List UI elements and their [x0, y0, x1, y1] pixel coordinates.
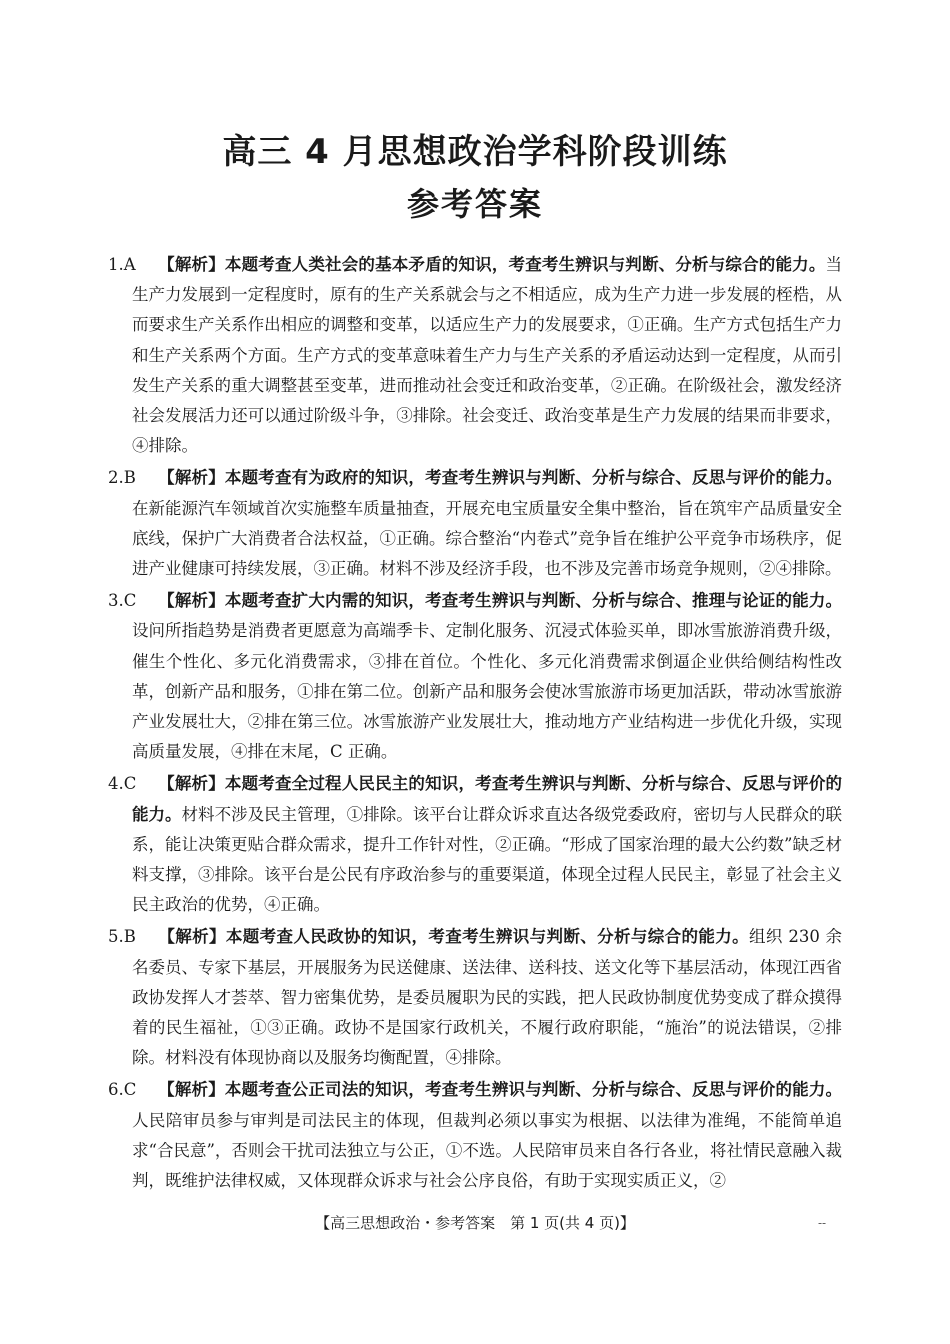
analysis-tag: 【解析】 [158, 591, 225, 611]
item-lead: 本题考查全过程人民民主的知识，考查考生辨识与判断、分析与综合、反思与评价的能力。 [132, 774, 843, 824]
answer-item-5 [108, 922, 842, 1073]
item-number-answer [108, 586, 148, 616]
answer-item-1 [108, 250, 842, 461]
corner-mark: -- [818, 1216, 827, 1230]
page-footer: 【高三思想政治・参考答案 第 1 页(共 4 页)】 [315, 1214, 635, 1232]
item-number-answer [108, 769, 148, 799]
item-body: 设问所指趋势是消费者更愿意为高端季卡、定制化服务、沉浸式体验买单，即冰雪旅游消费升级，催生个性化、多元化消费需求，③排在首位。个性化、多元化消费需求倒逼企业供给侧结构性改革，创新产品和服务，①排在第二位。创新产品和服务会使冰雪旅游市场更加活跃，带动冰雪旅游产业发展壮大，②排在第三位。冰雪旅游产业发展壮大，推动地方产业结构进一步优化升级，实现高质量发展，④排在末尾，C 正确。 [132, 621, 842, 762]
answer-item-6 [108, 1075, 842, 1196]
analysis-tag: 【解析】 [158, 774, 225, 794]
document-title: 高三 4 月思想政治学科阶段训练 [222, 132, 728, 172]
analysis-tag: 【解析】 [158, 468, 225, 488]
item-number: 1. [108, 255, 124, 274]
item-body: 人民陪审员参与审判是司法民主的体现，但裁判必须以事实为根据、以法律为准绳，不能简单追求“合民意”，否则会干扰司法独立与公正，①不选。人民陪审员来自各行各业，将社情民意融入裁判，既维护法律权威，又体现群众诉求与社会公序良俗，有助于实现实质正义，② [132, 1110, 842, 1191]
item-lead: 本题考查有为政府的知识，考查考生辨识与判断、分析与综合、反思与评价的能力。 [224, 468, 843, 488]
item-answer: B [123, 468, 136, 488]
item-number: 4. [108, 774, 124, 794]
analysis-tag: 【解析】 [158, 1080, 225, 1100]
document-subtitle: 参考答案 [406, 185, 543, 223]
item-answer: B [123, 927, 136, 947]
item-answer: C [123, 774, 137, 794]
item-answer: C [123, 591, 137, 611]
item-lead: 本题考查人民政协的知识，考查考生辨识与判断、分析与综合的能力。 [225, 927, 750, 947]
item-lead: 本题考查公正司法的知识，考查考生辨识与判断、分析与综合、反思与评价的能力。 [224, 1080, 843, 1100]
answer-item-2 [108, 463, 842, 584]
item-number: 5. [108, 927, 124, 947]
title-block [0, 128, 950, 228]
analysis-tag: 【解析】 [158, 255, 225, 274]
item-number: 2. [108, 468, 124, 488]
item-body: 组织 230 余名委员、专家下基层，开展服务为民送健康、送法律、送科技、送文化等下基层活动，体现江西省政协发挥人才荟萃、智力密集优势，是委员履职为民的实践，把人民政协制度优势变成了群众摸得着的民生福祉，①③正确。政协不是国家行政机关，不履行政府职能，“施治”的说法错误，②排除。材料没有体现协商以及服务均衡配置，④排除。 [132, 927, 843, 1068]
item-number-answer [108, 463, 148, 493]
answer-item-3 [108, 586, 842, 767]
item-number: 3. [108, 591, 124, 611]
item-lead: 本题考查人类社会的基本矛盾的知识，考查考生辨识与判断、分析与综合的能力。 [224, 255, 826, 274]
item-number-answer [108, 922, 148, 952]
item-number-answer [108, 250, 148, 280]
item-answer: A [123, 255, 136, 274]
analysis-tag: 【解析】 [158, 927, 226, 947]
answer-item-4 [108, 769, 842, 920]
item-number: 6. [108, 1080, 124, 1100]
item-body: 在新能源汽车领域首次实施整车质量抽查，开展充电宝质量安全集中整治，旨在筑牢产品质量安全底线，保护广大消费者合法权益，①正确。综合整治“内卷式”竞争旨在维护公平竞争市场秩序，促进产业健康可持续发展，③正确。材料不涉及经济手段，也不涉及完善市场竞争规则，②④排除。 [132, 498, 842, 579]
item-body: 当生产力发展到一定程度时，原有的生产关系就会与之不相适应，成为生产力进一步发展的桎梏，从而要求生产关系作出相应的调整和变革，以适应生产力的发展要求，①正确。生产方式包括生产力和生产关系两个方面。生产方式的变革意味着生产力与生产关系的矛盾运动达到一定程度，从而引发生产关系的重大调整甚至变革，进而推动社会变迁和政治变革，②正确。在阶级社会，激发经济社会发展活力还可以通过阶级斗争，③排除。社会变迁、政治变革是生产力发展的结果而非要求，④排除。 [132, 255, 843, 456]
item-number-answer [108, 1075, 148, 1105]
answer-list [108, 250, 842, 1198]
item-answer: C [123, 1080, 137, 1100]
item-lead: 本题考查扩大内需的知识，考查考生辨识与判断、分析与综合、推理与论证的能力。 [224, 591, 843, 611]
item-body: 材料不涉及民主管理，①排除。该平台让群众诉求直达各级党委政府，密切与人民群众的联系，能让决策更贴合群众需求，提升工作针对性，②正确。“形成了国家治理的最大公约数”缺乏材料支撑，③排除。该平台是公民有序政治参与的重要渠道，体现全过程人民民主，彰显了社会主义民主政治的优势，④正确。 [132, 804, 843, 915]
